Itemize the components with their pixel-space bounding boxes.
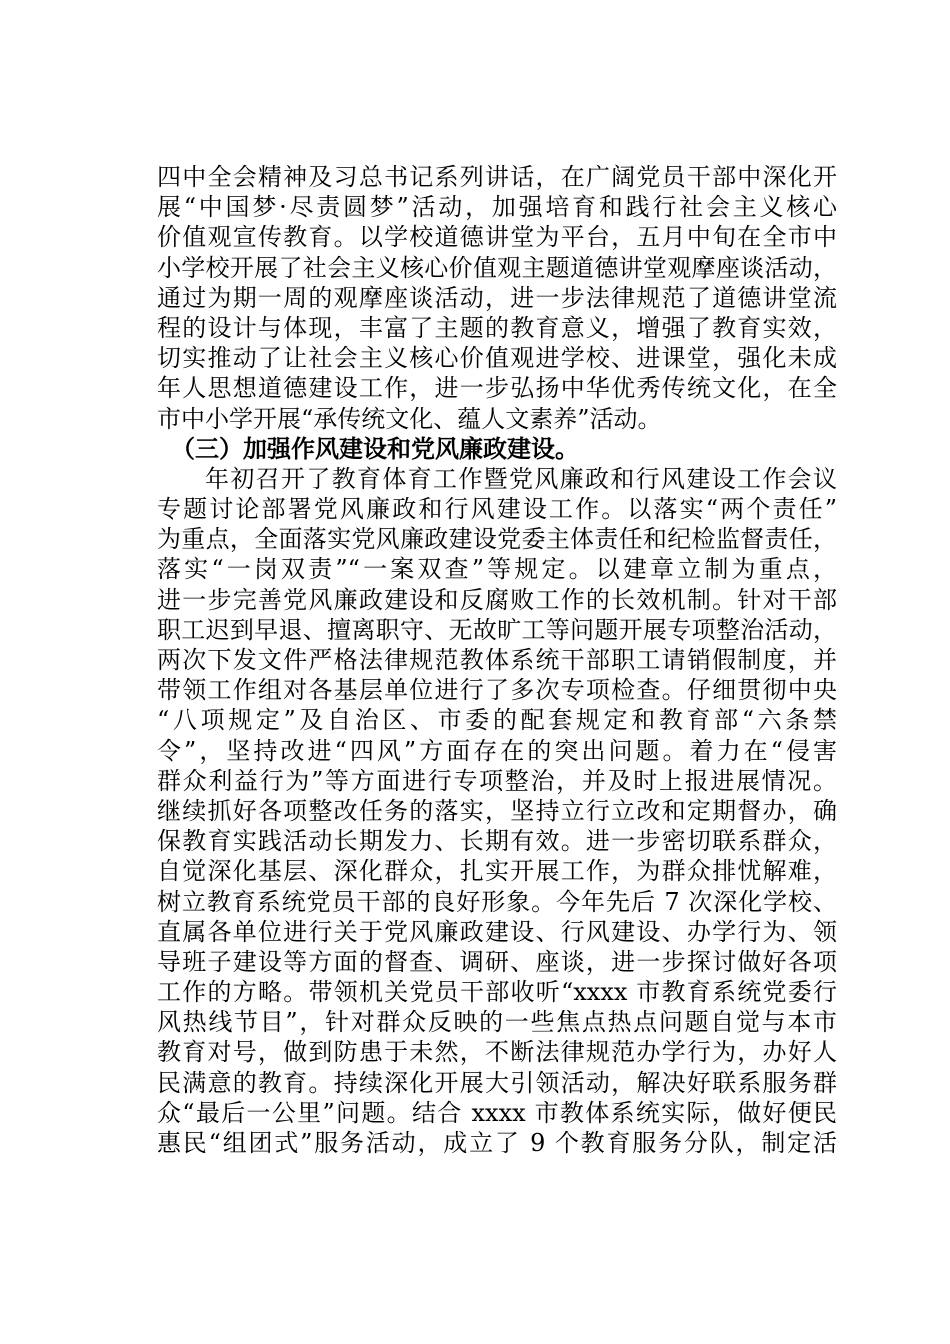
text-line: 树立教育系统党员干部的良好形象。今年先后 7 次深化学校、 bbox=[157, 887, 837, 916]
text-line: 市中小学开展“承传统文化、蕴人文素养”活动。 bbox=[157, 404, 662, 433]
text-line: 年初召开了教育体育工作暨党风廉政和行风建设工作会议 bbox=[205, 464, 837, 493]
text-line: “八项规定”及自治区、市委的配套规定和教育部“六条禁 bbox=[157, 706, 837, 735]
paragraph-party-conduct bbox=[157, 464, 837, 1158]
text-line: 落实“一岗双责”“一案双查”等规定。以建章立制为重点， bbox=[157, 555, 837, 584]
text-line: 导班子建设等方面的督查、调研、座谈，进一步探讨做好各项 bbox=[157, 947, 837, 976]
text-line: 专题讨论部署党风廉政和行风建设工作。以落实“两个责任” bbox=[157, 495, 837, 524]
text-line: 价值观宣传教育。以学校道德讲堂为平台，五月中旬在全市中 bbox=[157, 223, 837, 252]
text-line: 教育对号，做到防患于未然，不断法律规范办学行为，办好人 bbox=[157, 1038, 837, 1067]
text-line: 两次下发文件严格法律规范教体系统干部职工请销假制度，并 bbox=[157, 646, 837, 674]
text-line: 继续抓好各项整改任务的落实，坚持立行立改和定期督办，确 bbox=[157, 796, 837, 825]
text-line: 众“最后一公里”问题。结合 xxxx 市教体系统实际，做好便民 bbox=[157, 1098, 837, 1127]
text-line: 直属各单位进行关于党风廉政建设、行风建设、办学行为、领 bbox=[157, 917, 837, 946]
text-line: 民满意的教育。持续深化开展大引领活动，解决好联系服务群 bbox=[157, 1068, 837, 1097]
text-line: 保教育实践活动长期发力、长期有效。进一步密切联系群众， bbox=[157, 827, 837, 856]
text-line: 职工迟到早退、擅离职守、无故旷工等问题开展专项整治活动， bbox=[157, 615, 837, 644]
text-line: 工作的方略。带领机关党员干部收听“xxxx 市教育系统党委行 bbox=[157, 978, 837, 1007]
text-line: 四中全会精神及习总书记系列讲话，在广阔党员干部中深化开 bbox=[157, 163, 837, 191]
text-line: 切实推动了让社会主义核心价值观进学校、进课堂，强化未成 bbox=[157, 344, 837, 373]
text-line: 令”，坚持改进“四风”方面存在的突出问题。着力在“侵害 bbox=[157, 736, 837, 765]
text-line: 带领工作组对各基层单位进行了多次专项检查。仔细贯彻中央 bbox=[157, 676, 837, 705]
text-line: 为重点，全面落实党风廉政建设党委主体责任和纪检监督责任， bbox=[157, 525, 837, 554]
text-line: 年人思想道德建设工作，进一步弘扬中华优秀传统文化，在全 bbox=[157, 374, 837, 403]
text-line: 惠民“组团式”服务活动，成立了 9 个教育服务分队，制定活 bbox=[157, 1129, 837, 1157]
paragraph-core-values bbox=[157, 162, 837, 434]
text-line: 风热线节目”，针对群众反映的一些焦点热点问题自觉与本市 bbox=[157, 1008, 837, 1037]
text-line: 群众利益行为”等方面进行专项整治，并及时上报进展情况。 bbox=[157, 766, 837, 795]
text-line: 通过为期一周的观摩座谈活动，进一步法律规范了道德讲堂流 bbox=[157, 283, 837, 312]
text-line: 自觉深化基层、深化群众，扎实开展工作，为群众排忧解难， bbox=[157, 857, 837, 886]
text-line: 小学校开展了社会主义核心价值观主题道德讲堂观摩座谈活动， bbox=[157, 253, 837, 282]
text-line: 程的设计与体现，丰富了主题的教育意义，增强了教育实效， bbox=[157, 313, 837, 342]
document-page bbox=[157, 162, 837, 1158]
text-line: 进一步完善党风廉政建设和反腐败工作的长效机制。针对干部 bbox=[157, 585, 837, 614]
text-line: 展“中国梦·尽责圆梦”活动，加强培育和践行社会主义核心 bbox=[157, 193, 837, 222]
section-heading: （三）加强作风建设和党风廉政建设。 bbox=[171, 433, 579, 463]
